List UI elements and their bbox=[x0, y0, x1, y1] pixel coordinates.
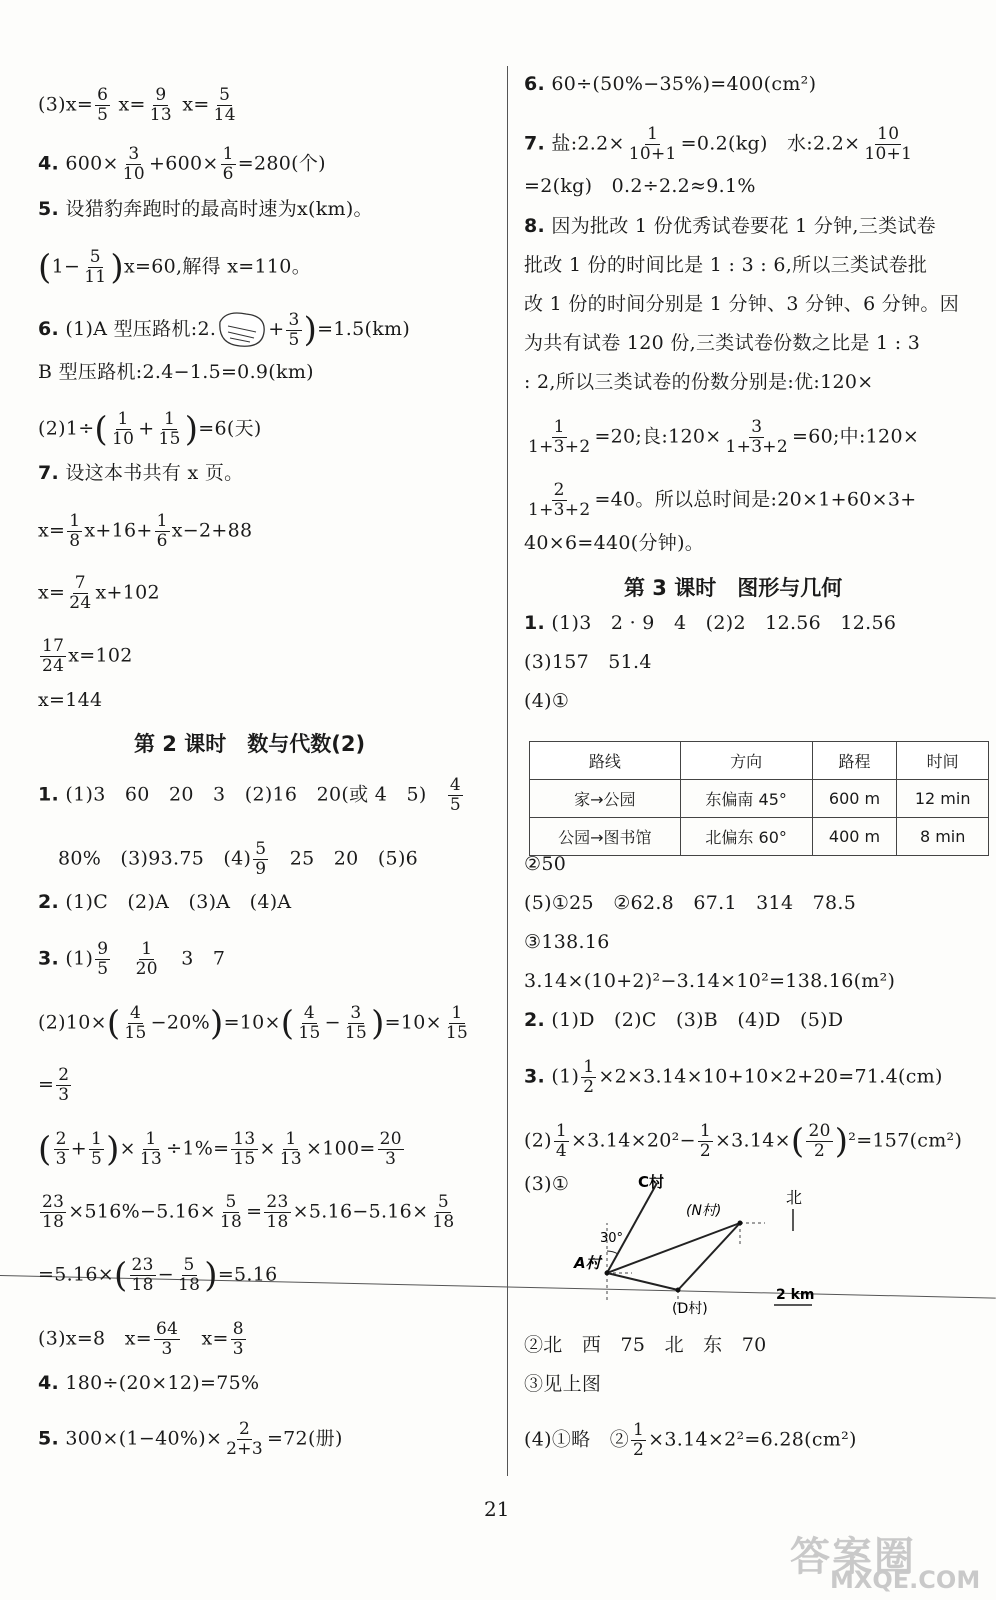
fraction: $\frac{1}{6}$ bbox=[222, 144, 234, 184]
fraction: $\frac{4}{5}$ bbox=[449, 775, 461, 815]
fraction: $\frac{1}{6}$ bbox=[156, 511, 168, 551]
watermark-url: MXQE.COM bbox=[830, 1566, 981, 1594]
fraction: $\frac{1}{2}$ bbox=[633, 1420, 645, 1460]
label-d-village: (D村) bbox=[672, 1301, 708, 1317]
answer-line: 3.14×(10+2)²−3.14×10²=138.16(m²) bbox=[524, 970, 896, 992]
answer-line: 4. 180÷(20×12)=75% bbox=[38, 1372, 260, 1394]
answer-line: 80% (3)93.75 (4) $\frac{5}{9}$ 25 20 (5)6 bbox=[58, 839, 419, 879]
answer-line: 7. 设这本书共有 x 页。 bbox=[38, 462, 244, 484]
table-cell: 600 m bbox=[812, 780, 897, 818]
fraction: $\frac{1}{2}$ bbox=[699, 1121, 711, 1161]
column-divider bbox=[507, 66, 508, 1476]
label-c-village: C村 bbox=[638, 1173, 665, 1191]
fraction: $\frac{1}{20}$ bbox=[135, 939, 158, 979]
fraction: $\frac{10}{10+1}$ bbox=[864, 124, 913, 164]
answer-line: 2. (1)C (2)A (3)A (4)A bbox=[38, 891, 292, 913]
fraction: $\frac{23}{18}$ bbox=[266, 1192, 289, 1232]
answer-line: 5. 300×(1−40%)× $\frac{2}{2+3}$ =72(册) bbox=[38, 1419, 343, 1459]
answer-line: x= $\frac{7}{24}$ x+102 bbox=[38, 573, 160, 613]
answer-line: (3)① bbox=[524, 1173, 570, 1195]
fraction: $\frac{20}{2}$ bbox=[808, 1121, 831, 1161]
fraction: $\frac{1}{5}$ bbox=[90, 1129, 103, 1169]
fraction: $\frac{8}{3}$ bbox=[232, 1319, 244, 1359]
angle-arc bbox=[607, 1251, 618, 1254]
answer-line: (5)①25 ②62.8 67.1 314 78.5 bbox=[524, 892, 857, 914]
section-heading: 第 2 课时 数与代数(2) bbox=[134, 732, 366, 756]
answer-line: B 型压路机:2.4−1.5=0.9(km) bbox=[38, 361, 314, 383]
fraction: $\frac{2}{3}$ bbox=[55, 1129, 67, 1169]
answer-line: 批改 1 份的时间比是 1 : 3 : 6,所以三类试卷批 bbox=[524, 254, 928, 276]
answer-line: (4)① bbox=[524, 690, 570, 712]
label-n-village: (N村) bbox=[686, 1203, 722, 1219]
table-header-row bbox=[530, 742, 989, 780]
fraction: $\frac{3}{15}$ bbox=[344, 1003, 368, 1043]
question-number: 4. bbox=[38, 1372, 60, 1394]
point-n bbox=[738, 1221, 743, 1226]
answer-line: ②50 bbox=[524, 853, 567, 875]
table-cell: 公园→图书馆 bbox=[530, 818, 681, 856]
answer-line: (2)10×( $\frac{4}{15}$ −20%)=10×( $\frac{4}{15}$ − $\frac{3}{15}$ )=10× $\frac{1}{15}$ bbox=[38, 1003, 469, 1044]
question-number: 1. bbox=[524, 612, 546, 634]
label-a-village: A村 bbox=[574, 1254, 601, 1272]
answer-line: $\frac{2}{1+3+2}$ =40。所以总时间是:20×1+60×3+ bbox=[528, 480, 917, 520]
question-number: 7. bbox=[524, 132, 546, 155]
answer-line: 1. (1)3 2 · 9 4 (2)2 12.56 12.56 bbox=[524, 612, 897, 634]
text: x= bbox=[112, 93, 146, 116]
question-number: 6. bbox=[524, 73, 546, 95]
table-cell: 北偏东 60° bbox=[680, 818, 812, 856]
fraction: $\frac{5}{18}$ bbox=[432, 1192, 455, 1232]
fraction: $\frac{1}{10}$ bbox=[112, 409, 135, 449]
fraction: $\frac{4}{15}$ bbox=[124, 1003, 147, 1043]
text: x= bbox=[176, 93, 210, 116]
section-heading: 第 3 课时 图形与几何 bbox=[624, 576, 843, 600]
answer-line: (1− $\frac{5}{11}$ )x=60,解得 x=110。 bbox=[38, 247, 311, 288]
line-a-n bbox=[607, 1223, 740, 1273]
answer-line: ③138.16 bbox=[524, 931, 610, 953]
answer-line: 7. 盐:2.2× $\frac{1}{10+1}$ =0.2(kg) 水:2.2× $\frac{10}{10+1}$ bbox=[524, 124, 913, 164]
page-number: 21 bbox=[484, 1497, 510, 1521]
fraction: $\frac{1}{15}$ bbox=[445, 1003, 469, 1043]
question-number: 7. bbox=[38, 462, 60, 484]
answer-line: 8. 因为批改 1 份优秀试卷要花 1 分钟,三类试卷 bbox=[524, 215, 936, 237]
point-a bbox=[605, 1271, 610, 1276]
fraction: $\frac{1}{13}$ bbox=[139, 1129, 163, 1169]
fraction: $\frac{5}{14}$ bbox=[213, 85, 236, 125]
question-number: 2. bbox=[524, 1009, 546, 1031]
fraction: $\frac{5}{18}$ bbox=[178, 1255, 201, 1295]
question-number: 3. bbox=[524, 1065, 546, 1088]
point-d bbox=[676, 1288, 681, 1293]
north-label: 北 bbox=[786, 1188, 803, 1207]
answer-line: ③见上图 bbox=[524, 1373, 602, 1395]
fraction: $\frac{3}{10}$ bbox=[122, 144, 146, 184]
answer-line: x= $\frac{1}{8}$ x+16+ $\frac{1}{6}$ x−2+88 bbox=[38, 511, 253, 551]
fraction: $\frac{1}{1+3+2}$ bbox=[528, 417, 591, 457]
answer-line: 1. (1)3 60 20 3 (2)16 20(或 4 5) $\frac{4}{5}$ bbox=[38, 775, 461, 815]
sticker-icon bbox=[216, 310, 268, 350]
question-number: 4. bbox=[38, 152, 60, 175]
table-cell: 东偏南 45° bbox=[680, 780, 812, 818]
fraction: $\frac{20}{3}$ bbox=[379, 1129, 402, 1169]
table-header: 路程 bbox=[812, 742, 897, 780]
answer-line: 6. 60÷(50%−35%)=400(cm²) bbox=[524, 73, 817, 95]
fraction: $\frac{6}{5}$ bbox=[97, 85, 109, 125]
fraction: $\frac{7}{24}$ bbox=[69, 573, 92, 613]
fraction: $\frac{5}{9}$ bbox=[255, 839, 267, 879]
fraction: $\frac{1}{13}$ bbox=[279, 1129, 302, 1169]
fraction: $\frac{2}{1+3+2}$ bbox=[528, 480, 591, 520]
fraction: $\frac{13}{15}$ bbox=[233, 1129, 256, 1169]
answer-line: 40×6=440(分钟)。 bbox=[524, 532, 705, 554]
answer-line: = $\frac{2}{3}$ bbox=[38, 1065, 70, 1105]
table-cell: 12 min bbox=[897, 780, 989, 818]
answer-line: 2. (1)D (2)C (3)B (4)D (5)D bbox=[524, 1009, 844, 1031]
answer-line: : 2,所以三类试卷的份数分别是:优:120× bbox=[524, 371, 874, 393]
fraction: $\frac{9}{5}$ bbox=[97, 939, 109, 979]
fraction: $\frac{5}{18}$ bbox=[219, 1192, 243, 1232]
question-number: 3. bbox=[38, 947, 60, 970]
fraction: $\frac{23}{18}$ bbox=[42, 1192, 65, 1232]
answer-line: 4. 600× $\frac{3}{10}$ +600× $\frac{1}{6}$ =280(个) bbox=[38, 144, 326, 184]
question-number: 6. bbox=[38, 318, 60, 340]
answer-line: 3. (1) $\frac{9}{5}$ $\frac{1}{20}$ 3 7 bbox=[38, 939, 226, 979]
label-angle: 30° bbox=[600, 1231, 624, 1246]
answer-line: 6. (1)A 型压路机:2. + $\frac{3}{5}$ )=1.5(km) bbox=[38, 309, 411, 350]
fraction: $\frac{1}{2}$ bbox=[583, 1057, 595, 1097]
fraction: $\frac{4}{15}$ bbox=[298, 1003, 321, 1043]
fraction: $\frac{1}{4}$ bbox=[555, 1121, 567, 1161]
fraction: $\frac{1}{10+1}$ bbox=[628, 124, 677, 164]
fraction: $\frac{1}{15}$ bbox=[158, 409, 181, 449]
route-table bbox=[529, 741, 989, 856]
question-number: 5. bbox=[38, 198, 60, 220]
question-number: 1. bbox=[38, 783, 60, 806]
fraction: $\frac{1}{8}$ bbox=[69, 511, 81, 551]
text: (3)x= bbox=[38, 93, 94, 116]
fraction: $\frac{5}{11}$ bbox=[84, 247, 107, 287]
fraction: $\frac{23}{18}$ bbox=[131, 1255, 154, 1295]
watermark-logo: 答案圈 bbox=[790, 1534, 916, 1580]
table-row bbox=[530, 818, 989, 856]
table-row bbox=[530, 780, 989, 818]
line-a-c bbox=[607, 1183, 657, 1273]
village-map-diagram bbox=[560, 1165, 900, 1325]
fraction: $\frac{3}{1+3+2}$ bbox=[725, 417, 788, 457]
answer-line bbox=[38, 86, 240, 125]
answer-line: ②北 西 75 北 东 70 bbox=[524, 1334, 767, 1356]
table-cell: 家→公园 bbox=[530, 780, 681, 818]
answer-line: x=144 bbox=[38, 689, 103, 711]
question-number: 2. bbox=[38, 891, 60, 913]
answer-line: ( $\frac{2}{3}$ + $\frac{1}{5}$ )× $\frac{1}{13}$ ÷1%= $\frac{13}{15}$ × $\frac{1}{13}$ ×100= $\frac{20}{3}$ bbox=[38, 1129, 402, 1170]
answer-line: 3. (1) $\frac{1}{2}$ ×2×3.14×10+10×2+20=71.4(cm) bbox=[524, 1057, 943, 1097]
question-number: 8. bbox=[524, 215, 546, 237]
answer-line: 改 1 份的时间分别是 1 分钟、3 分钟、6 分钟。因 bbox=[524, 293, 959, 315]
answer-line: (4)①略 ② $\frac{1}{2}$ ×3.14×2²=6.28(cm²) bbox=[524, 1420, 857, 1460]
answer-line: (3)157 51.4 bbox=[524, 651, 652, 673]
fraction: $\frac{9}{13}$ bbox=[149, 85, 172, 125]
table-header: 方向 bbox=[680, 742, 812, 780]
answer-line: 5. 设猎豹奔跑时的最高时速为x(km)。 bbox=[38, 198, 373, 220]
answer-line: (3)x=8 x= $\frac{64}{3}$ x= $\frac{8}{3}$ bbox=[38, 1319, 244, 1359]
answer-line: 为共有试卷 120 份,三类试卷份数之比是 1 : 3 bbox=[524, 332, 921, 354]
fraction: $\frac{17}{24}$ bbox=[42, 636, 65, 676]
answer-line: $\frac{23}{18}$ ×516%−5.16× $\frac{5}{18}$ = $\frac{23}{18}$ ×5.16−5.16× $\frac{5}{18}$ bbox=[42, 1192, 455, 1232]
fraction: $\frac{3}{5}$ bbox=[288, 309, 300, 350]
table-header: 路线 bbox=[530, 742, 681, 780]
fraction: $\frac{2}{2+3}$ bbox=[226, 1419, 263, 1459]
answer-line: (2)1÷( $\frac{1}{10}$ + $\frac{1}{15}$ )=6(天) bbox=[38, 409, 262, 450]
table-header: 时间 bbox=[897, 742, 989, 780]
scale-label: 2 km bbox=[776, 1287, 815, 1303]
line-a-d bbox=[607, 1273, 678, 1290]
line-d-n bbox=[678, 1223, 740, 1290]
fraction: $\frac{64}{3}$ bbox=[155, 1319, 179, 1359]
answer-line: $\frac{1}{1+3+2}$ =20;良:120× $\frac{3}{1+3+2}$ =60;中:120× bbox=[528, 417, 920, 457]
table-cell: 8 min bbox=[897, 818, 989, 856]
answer-line: =2(kg) 0.2÷2.2≈9.1% bbox=[524, 175, 756, 197]
answer-line: (2) $\frac{1}{4}$ ×3.14×20²− $\frac{1}{2}$ ×3.14×( $\frac{20}{2}$ )²=157(cm²) bbox=[524, 1121, 963, 1162]
fraction: $\frac{2}{3}$ bbox=[58, 1065, 70, 1105]
answer-line: $\frac{17}{24}$ x=102 bbox=[42, 636, 133, 676]
question-number: 5. bbox=[38, 1427, 60, 1450]
table-cell: 400 m bbox=[812, 818, 897, 856]
answer-line: =5.16×( $\frac{23}{18}$ − $\frac{5}{18}$ )=5.16 bbox=[38, 1255, 278, 1296]
